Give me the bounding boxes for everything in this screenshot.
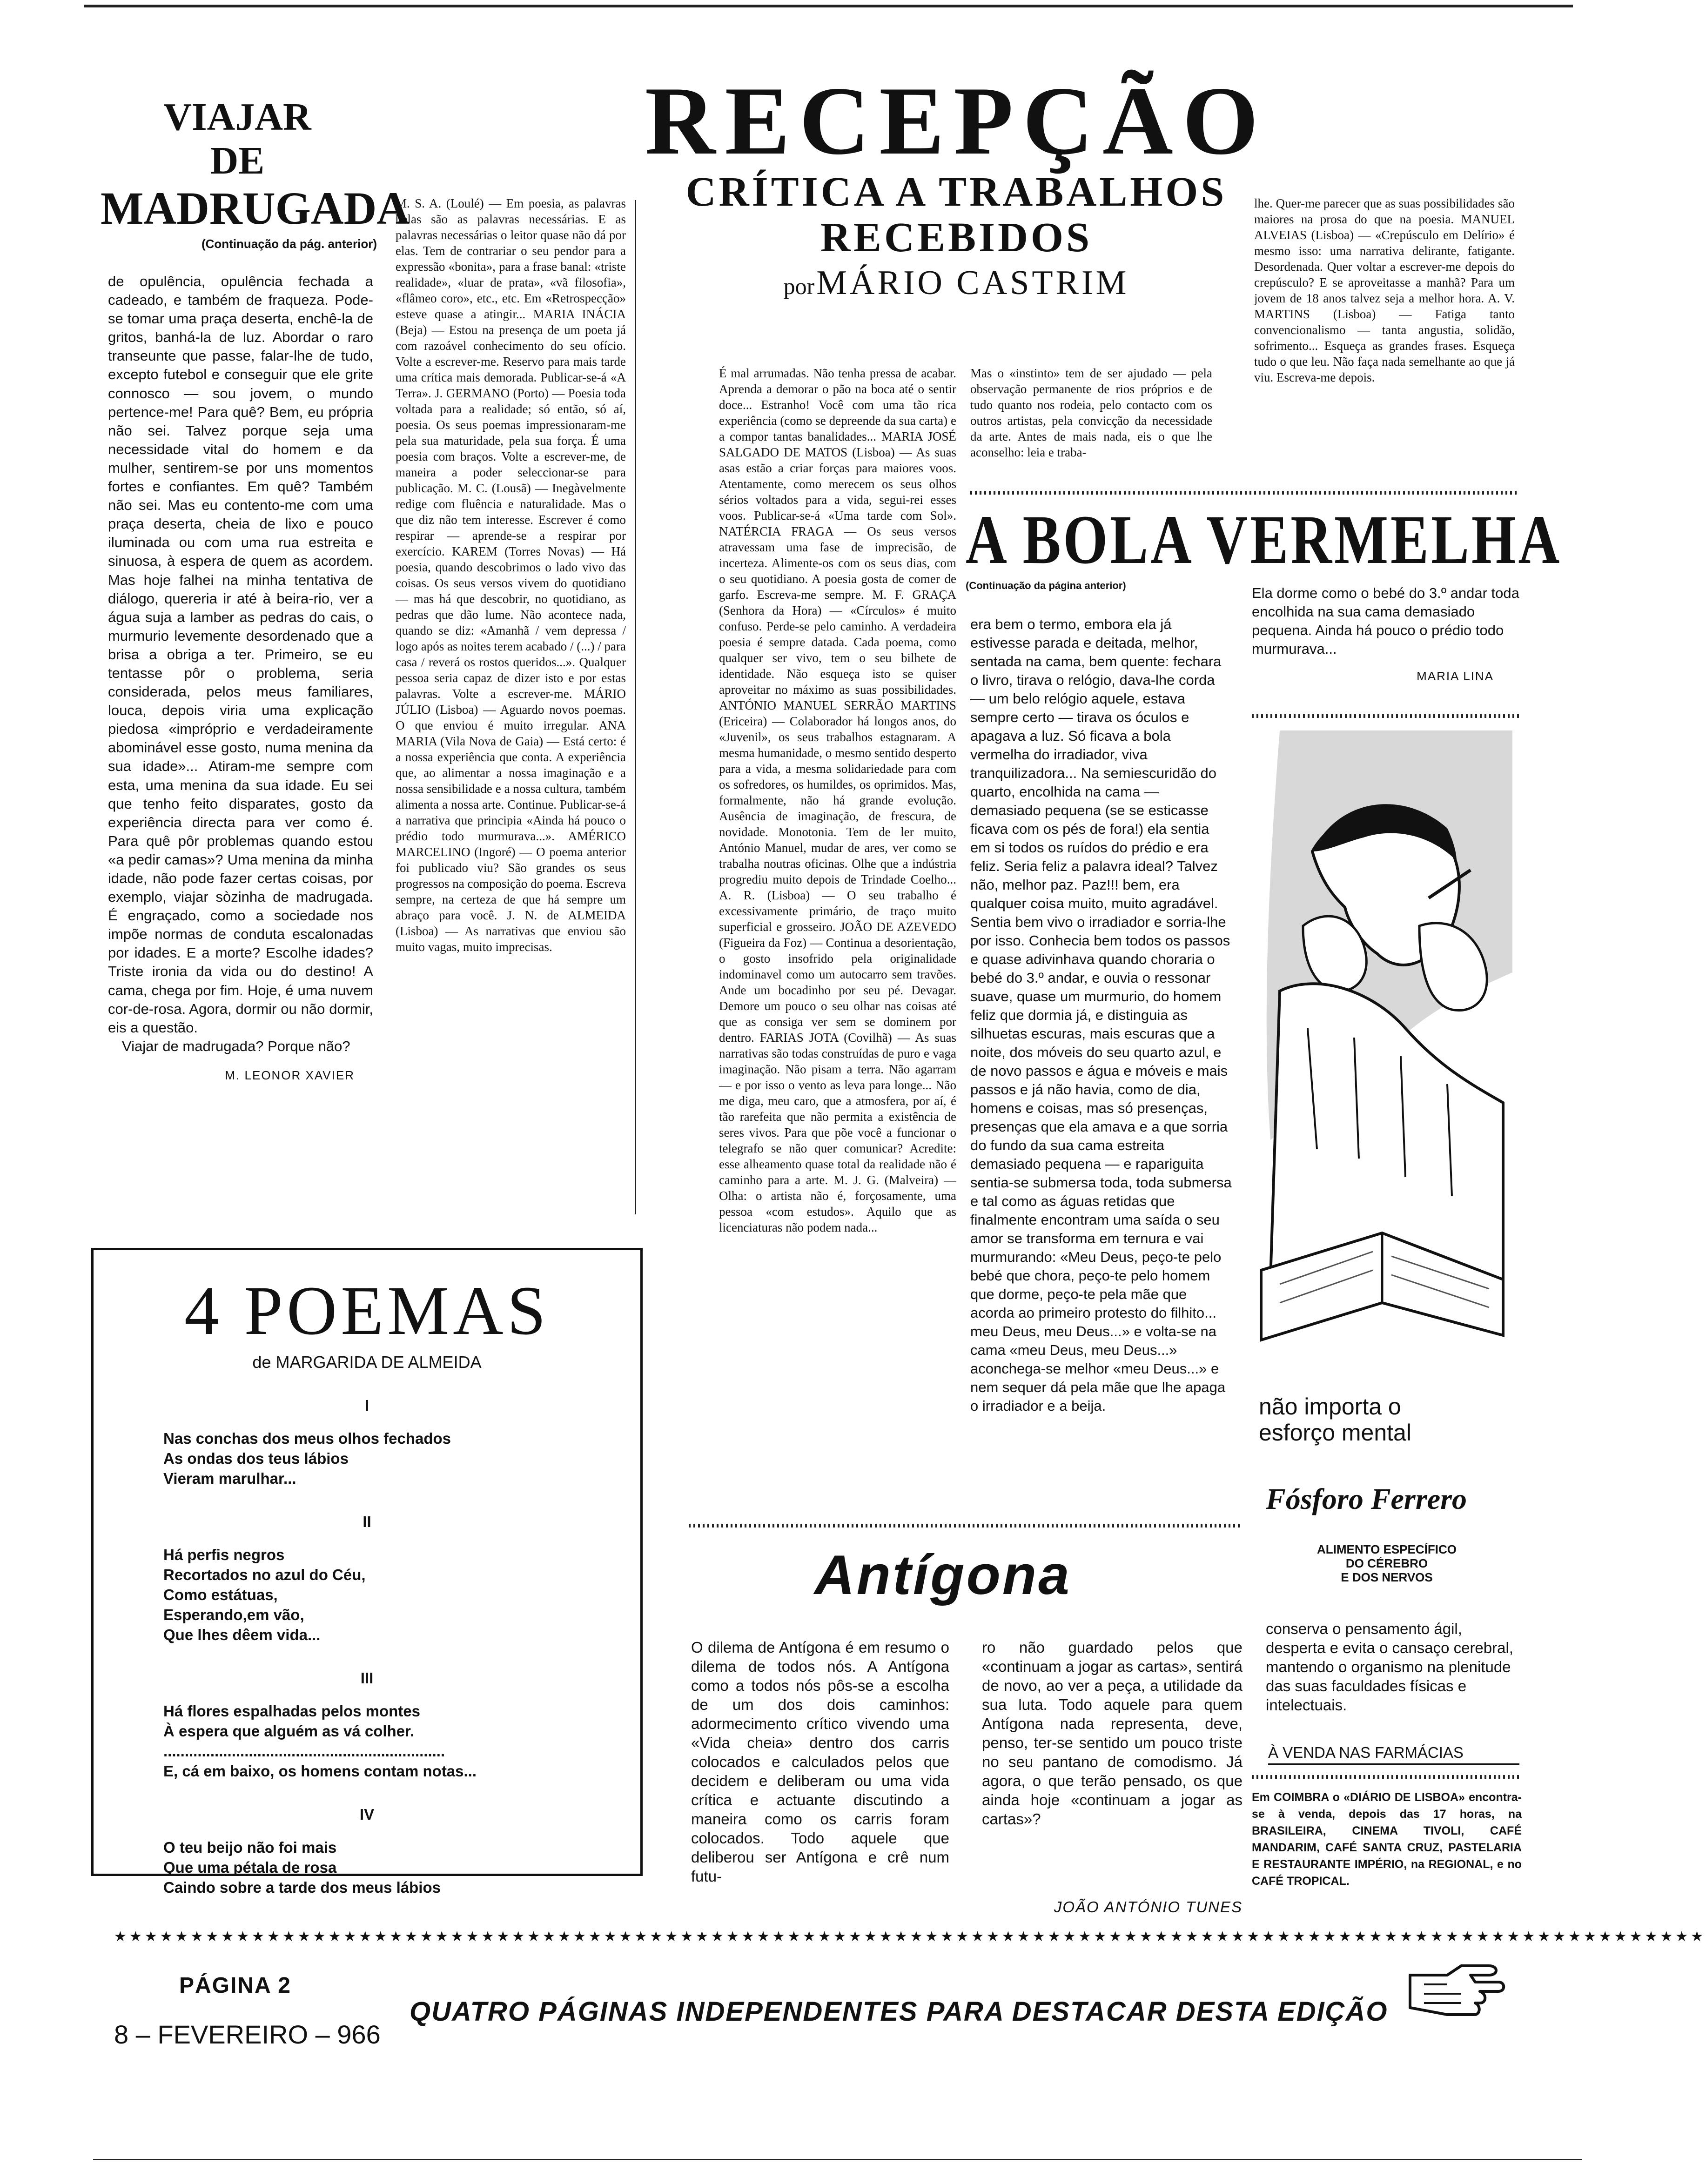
poemas-byline: de MARGARIDA DE ALMEIDA — [252, 1353, 482, 1372]
viajar-title-2: DE — [210, 139, 265, 182]
ad-tagline-1: ALIMENTO ESPECÍFICO — [1317, 1542, 1457, 1556]
ad-slogan-1: não importa o — [1259, 1393, 1401, 1420]
poem-4-line-2: Que uma pétala de rosa — [163, 1859, 337, 1876]
recepcao-byline — [642, 263, 1270, 303]
footer-date: 8 – FEVEREIRO – 966 — [114, 2020, 381, 2049]
divider-bola — [970, 491, 1519, 495]
antigona-author: JOÃO ANTÓNIO TUNES — [1054, 1898, 1243, 1916]
thinking-man-illustration — [1252, 730, 1512, 1400]
ad-body: conserva o pensamento ágil, desperta e evita o cansaço cerebral, mantendo o organismo na plenitude das suas faculdades físicas e intelectuais. — [1266, 1620, 1513, 1714]
footer-note: QUATRO PÁGINAS INDEPENDENTES PARA DESTACAR DESTA EDIÇÃO — [410, 1996, 1388, 2027]
footer-stars: ★★★★★★★★★★★★★★★★★★★★★★★★★★★★★★★★★★★★★★★★★★★★★★★★★★★★★★★★★★★★★★★★★★★★★★★★★★★★★★★★★★★★★★★★★★★★★★★★★★★★★★★★ — [114, 1929, 1706, 1944]
antigona-col-2 — [982, 1638, 1243, 1829]
poem-1-line-1: Nas conchas dos meus olhos fechados — [163, 1430, 451, 1447]
pointing-hand-icon — [1405, 1956, 1508, 2026]
bola-header — [966, 501, 1562, 592]
poem-3-line-3: .................................................................. — [163, 1742, 445, 1760]
ad-slogan — [1259, 1393, 1501, 1446]
poem-2-line-1: Há perfis negros — [163, 1546, 285, 1563]
antigona-col2-text: ro não guardado pelos que «continuam a jogar as cartas», sentirá de novo, ao ver a peça, a utilidade da sua luta. Todo aquele para quem Antígona nada representa, deve, penso, ter-se sentido um pouco triste no seu pantano de comodismo. Já agora, o que terão pensado, os que ainda hoje «continuam a jogar as cartas»? — [982, 1639, 1243, 1828]
antigona-col-1 — [691, 1638, 949, 1886]
ad-tagline — [1266, 1542, 1508, 1584]
bola-text: era bem o termo, embora ela já estivesse parada e deitada, melhor, sentada na cama, bem quente: fechara o livro, tirava o relógio, dava-lhe corda — um belo relógio aquele, estava sempre certo — tirava os óculos e apagava a luz. Só ficava a bola vermelha do irradiador, viva tranquilizadora... Na semiescuridão do quarto, encolhida na cama — demasiado pequena (se se esticasse ficava com os pés de fora!) ela sentia em si todos os ruídos do prédio e era feliz. Seria feliz a palavra ideal? Talvez não, melhor paz. Paz!!! bem, era qualquer coisa muito, muito agradável. Sentia bem vivo o irradiador e sorria-lhe por isso. Conhecia bem todos os passos e quase adivinhava quando choraria o bebé do 3.º andar, e ouvia o ressonar suave, quase um murmurio, do homem feliz que dormia já, e distinguia as silhuetas escuras, mais escuras que a noite, dos móveis do seu quarto azul, e de novo passos e água e móveis e mais passos e já não havia, como de dia, homens e coisas, mas só presenças, presenças que ela amava e a que sorria do fundo da sua cama estreita demasiado pequena — e rapariguita sentia-se submersa toda, toda submersa e tal como as águas retidas que finalmente encontram uma saída o seu amor se transforma em ternura e vai murmurando: «Meu Deus, peço-te pelo bebé que chora, peço-te pelo homem que dorme, peço-te pela mãe que acorda ao primeiro protesto do filhito... meu Deus, meu Deus...» e volta-se na cama «meu Deus, meu Deus...» aconchega-se melhor «meu Deus...» e nem sequer dá pela mãe que lhe apaga o irradiador e a beija. — [970, 616, 1232, 1414]
bottom-rule — [93, 2159, 1582, 2160]
poem-3-line-2: À espera que alguém as vá colher. — [163, 1722, 415, 1740]
poem-3-line-1: Há flores espalhadas pelos montes — [163, 1702, 421, 1720]
divider-ad — [1252, 714, 1522, 718]
top-rule — [84, 5, 1573, 7]
recepcao-col2-text: É mal arrumadas. Não tenha pressa de acabar. Aprenda a demorar o pão na boca até o sentir doce... Estranho! Você com uma tão rica experiência (como se depreende da sua carta) e a compor tantas banalidades... MARIA JOSÉ SALGADO DE MATOS (Lisboa) — As suas asas estão a criar forças para maiores voos. Atentamente, como merecem os seus olhos sérios voltados para a vida, segui-rei esses voos. Publicar-se-á «Uma tarde com Sol». NATÉRCIA FRAGA — Os seus versos atravessam uma fase de imprecisão, de incerteza. Alimente-os com os seus dias, com o seu quotidiano. A poesia gosta de comer de garfo. Escreva-me sempre. M. F. GRAÇA (Senhora da Hora) — «Círculos» é muito confuso. Perde-se pelo caminho. A verdadeira poesia é sempre datada. Cada poema, como qualquer ser vivo, tem o seu bilhete de identidade. Não esqueça isto se quiser aproveitar no máximo as suas possibilidades. ANTÓNIO MANUEL SERRÃO MARTINS (Ericeira) — Colaborador há longos anos, do «Juvenil», os seus trabalhos estagnaram. A mesma humanidade, o mesmo sentido desperto para a vida, a mesma solidariedade para com os sofredores, os humildes, os oprimidos. Mas, formalmente, não há grande evolução. Ausência de imaginação, de frescura, de novidade. Monotonia. Tem de ler muito, António Manuel, mudar de ares, ver como se trabalha noutras oficinas. Olhe que a indústria progrediu muito depois de Trindade Coelho... A. R. (Lisboa) — O seu trabalho é excessivamente primário, de traço muito superficial e grosseiro. JOÃO DE AZEVEDO (Figueira da Foz) — Continua a desorientação, o gosto insofrido pela originalidade indominavel como um autocarro sem travões. Ande um bocadinho por seu pé. Devagar. Demore um pouco o seu olhar nas coisas até que as consiga ver sem se dominem por dentro. FARIAS JOTA (Covilhã) — As suas narrativas são todas construídas de puro e vaga imaginação. Não pisam a terra. Não agarram — e por isso o vento as leva para longe... Não me diga, meu caro, que a atmosfera, por aí, é tão rarefeita que não permita a existência de seres vivos. Para que põe você a funcionar o telegrafo se não quer comunicar? Acredite: esse alheamento quase total da realidade não é caminho para a arte. M. J. G. (Malveira) — Olha: o artista não é, forçosamente, uma pessoa «com estudos». Aquilo que as licenciaturas não podem nada... — [719, 366, 956, 1234]
recepcao-header — [642, 67, 1270, 303]
viajar-title-3: MADRUGADA — [101, 182, 410, 234]
recepcao-col-3 — [1254, 195, 1515, 479]
recepcao-subtitle-2: RECEBIDOS — [820, 214, 1093, 261]
poem-2-line-3: Como estátuas, — [163, 1586, 278, 1603]
viajar-continuation: (Continuação da pág. anterior) — [201, 237, 377, 251]
poem-4-numeral: IV — [359, 1806, 375, 1823]
poem-2-line-5: Que lhes dêem vida... — [163, 1626, 321, 1643]
viajar-title-1: VIAJAR — [163, 95, 311, 139]
bola-col-2 — [1252, 584, 1522, 685]
viajar-body — [108, 272, 373, 1085]
poem-4-line-1: O teu beijo não foi mais — [163, 1839, 337, 1856]
recepcao-col4-text: Mas o «instinto» tem de ser ajudado — pela observação permanente de rios próprios e de tudo quanto nos rodeia, pelo contacto com os outros artistas, pela convicção da necessidade da arte. Antes de mais nada, eis o que lhe aconselho: leia e traba- — [970, 366, 1212, 459]
viajar-text: de opulência, opulência fechada a cadeado, e também de fraqueza. Pode-se tomar uma praça deserta, enchê-la de gritos, banhá-la de luz. Abordar o raro transeunte que passe, falar-lhe de tudo, excepto futebol e conseguir que ele grite connosco — sou jovem, o mundo pertence-me! Para quê? Bem, eu própria não sei. Talvez porque seja uma necessidade vital do homem e da mulher, sentirem-se por uns momentos fortes e confiantes. Em quê? Também não sei. Mas eu contento-me com uma praça deserta, cheia de lixo e pouco iluminada ou com uma rua estreita e sinuosa, à espera de quem as acordem. Mas hoje falhei na minha tentativa de diálogo, quereria ir até à beira-rio, ver a água suja a lamber as pedras do cais, o murmurio levemente desordenado que a brisa a obriga a ter. Primeiro, se eu tentasse pôr o problema, seria considerada, pelos meus familiares, louca, depois viria uma explicação piedosa «impróprio e verdadeiramente abominável esse gosto, numa menina da sua idade»... Atiram-me sempre com esta, uma menina da sua idade. Eu sei que tenho feito disparates, gosto da experiência directa para ver como é. Para quê pôr problemas quando estou «a pedir camas»? Uma menina da minha idade, não pode fazer certas coisas, por exemplo, viajar sòzinha de madrugada. É engraçado, como a sociedade nos impõe normas de conduta escalonadas por idades. E a morte? Escolhe idades? Triste ironia da vida ou do destino! A cama, chega por fim. Hoje, é uma nuvem cor-de-rosa. Agora, dormir ou não dormir, eis a questão. — [108, 273, 373, 1036]
antigona-title: Antígona — [814, 1544, 1071, 1606]
coimbra-notice: Em COIMBRA o «DIÁRIO DE LISBOA» encontra-se à venda, depois das 17 horas, na BRASILEIRA, CINEMA TIVOLI, CAFÉ MANDARIM, CAFÉ SANTA CRUZ, PASTELARIA E RESTAURANTE IMPÉRIO, na REGIONAL, e no CAFÉ TROPICAL. — [1252, 1791, 1522, 1888]
poemas-box — [91, 1248, 643, 1896]
poem-1-numeral: I — [364, 1397, 369, 1414]
ad-tagline-3: E DOS NERVOS — [1341, 1570, 1433, 1584]
recepcao-byline-por: por — [783, 273, 815, 299]
recepcao-col-1 — [396, 195, 626, 1214]
column-rule — [635, 200, 636, 1214]
poem-2-line-4: Esperando,em vão, — [163, 1606, 304, 1623]
poem-3-numeral: III — [360, 1669, 374, 1687]
poem-3-line-4: E, cá em baixo, os homens contam notas... — [163, 1762, 477, 1780]
poemas-title: 4 POEMAS — [184, 1272, 550, 1349]
bola-title: A BOLA VERMELHA — [966, 501, 1562, 578]
bola-col2-text: Ela dorme como o bebé do 3.º andar toda encolhida na sua cama demasiado pequena. Ainda há pouco o prédio todo murmurava... — [1252, 585, 1519, 657]
divider-coimbra — [1252, 1775, 1522, 1779]
antigona-col1-text: O dilema de Antígona é em resumo o dilema de todos nós. A Antígona como a todos nós pôs-se a escolha de um dos dois caminhos: adormecimento crítico vivendo uma «Vida cheia» dentro dos carris colocados e calculados pelos que decidem e deliberam ou uma vida crítica e actuante discutindo a maneira como os carris foram colocados. Todo aquele que deliberou ser Antígona e crê num futu- — [691, 1639, 949, 1885]
recepcao-col3-text: lhe. Quer-me parecer que as suas possibilidades são maiores na prosa do que na poesia. MANUEL ALVEIAS (Lisboa) — «Crepúsculo em Delírio» é mesmo isso: uma narrativa delirante, fatigante. Desordenada. Quer voltar a escrever-me depois do crepúsculo? E se aproveitasse a manhã? Para um jovem de 18 anos talvez seja a melhor hora. A. V. MARTINS (Lisboa) — Fatiga tanto convencionalismo — tanta angustia, solidão, sofrimento... Esqueça as grandes frases. Esqueça tudo o que leu. Não faça nada semelhante ao que já viu. Escreva-me depois. — [1254, 196, 1515, 384]
recepcao-byline-name: MÁRIO CASTRIM — [816, 264, 1129, 302]
poem-1-line-2: As ondas dos teus lábios — [163, 1450, 349, 1467]
poem-2-line-2: Recortados no azul do Céu, — [163, 1566, 366, 1583]
poem-1-line-3: Vieram marulhar... — [163, 1470, 296, 1487]
recepcao-title: RECEPÇÃO — [645, 67, 1268, 175]
viajar-author: M. LEONOR XAVIER — [225, 1068, 355, 1082]
ad-footer: À VENDA NAS FARMÁCIAS — [1268, 1744, 1519, 1765]
recepcao-col1-text: M. S. A. (Loulé) — Em poesia, as palavras belas são as palavras necessárias. E as palavras necessárias o leitor quase não dá por elas. Tem de contrariar o seu pendor para a expressão «bonita», para a frase banal: «triste realidade», «luar de prata», «vã filosofia», «flâmeo coro», etc., etc. Em «Retrospecção» esteve quase a atingir... MARIA INÁCIA (Beja) — Estou na presença de um poeta já com razoável conhecimento do seu ofício. Volte a escrever-me. Reservo para mais tarde uma crítica mais demorada. Publicar-se-á «A Terra». J. GERMANO (Porto) — Poesia toda voltada para a realidade; só então, só aí, poesia. Os seus poemas impressionaram-me pela sua maturidade, pela sua força. É uma poesia com braços. Volte a escrever-me, de maneira a poder seleccionar-se para publicação. M. C. (Lousã) — Inegàvelmente redige com fluência e naturalidade. Mas o que diz não tem interesse. Escrever é como respirar — aprende-se a respirar por exercício. KAREM (Torres Novas) — Há poesia, quando descobrimos o lado vivo das coisas. Os seus versos vivem do quotidiano — mas há que descobrir, no quotidiano, as pedras que dão lume. Não acontece nada, quando se diz: «Amanhã / vem depressa / logo após as noites terem acabado / (...) / para casa / reverá os rostos queridos...». Qualquer pessoa seria capaz de dizer isto e por estas palavras. Volte a escrever-me. MÁRIO JÚLIO (Lisboa) — Aguardo novos poemas. O que enviou é muito irregular. ANA MARIA (Vila Nova de Gaia) — Está certo: é a nossa experiência que conta. A experiência que, ao alimentar a nossa imaginação e a nossa sensibilidade e a nossa cultura, também alimenta a nossa arte. Continue. Publicar-se-á a narrativa que principia «Ainda há pouco o prédio todo murmurava...». AMÉRICO MARCELINO (Ingoré) — O poema anterior foi publicado viu? São grandes os seus progressos na composição do poema. Escreva sempre, na certeza de que há sempre um abraço para você. J. N. de ALMEIDA (Lisboa) — As narrativas que enviou são muito vagas, muito imprecisas. — [396, 196, 626, 954]
bola-author: MARIA LINA — [1417, 669, 1494, 683]
bola-continuation: (Continuação da página anterior) — [966, 580, 1126, 591]
ad-brand: Fósforo Ferrero — [1266, 1482, 1467, 1515]
footer-page: PÁGINA 2 — [179, 1973, 291, 1998]
recepcao-col-4 — [970, 365, 1212, 479]
ad-tagline-2: DO CÉREBRO — [1345, 1556, 1428, 1570]
viajar-header — [98, 95, 410, 251]
recepcao-col-2 — [719, 365, 956, 1510]
viajar-closing: Viajar de madrugada? Porque não? — [122, 1038, 350, 1054]
poemas-sections — [94, 1395, 640, 1897]
poem-4-line-3: Caindo sobre a tarde dos meus lábios — [163, 1879, 441, 1896]
bola-col-1 — [970, 615, 1233, 1476]
poem-2-numeral: II — [363, 1513, 371, 1530]
recepcao-subtitle-1: CRÍTICA A TRABALHOS — [685, 169, 1227, 215]
ad-slogan-2: esforço mental — [1259, 1420, 1411, 1446]
divider-antigona — [689, 1524, 1243, 1527]
